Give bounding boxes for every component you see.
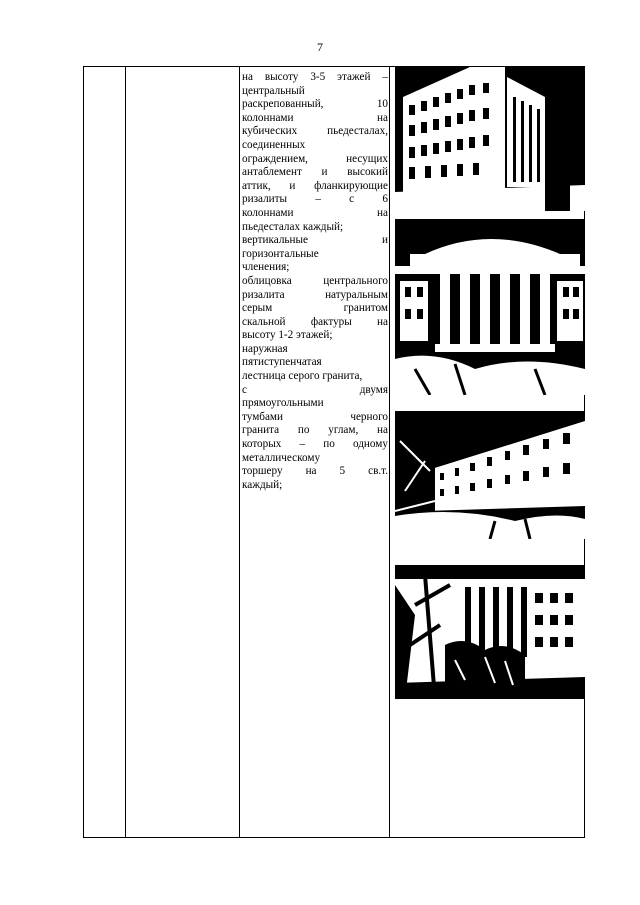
description-word: серым bbox=[242, 302, 273, 315]
description-word: – bbox=[382, 71, 388, 83]
description-line bbox=[242, 139, 388, 153]
building-photo-1 bbox=[395, 67, 585, 211]
description-word: облицовка bbox=[242, 274, 292, 287]
description-line bbox=[242, 411, 388, 425]
description-word: горизонтальные bbox=[242, 247, 319, 260]
description-word: на bbox=[377, 315, 388, 328]
description-word: ризалита bbox=[242, 288, 285, 301]
column-divider bbox=[239, 67, 240, 837]
description-word: на bbox=[377, 206, 388, 219]
description-word: центрального bbox=[323, 274, 388, 287]
description-word: членения; bbox=[242, 261, 290, 274]
description-line bbox=[242, 370, 388, 384]
description-word: и bbox=[289, 179, 296, 192]
description-word: черного bbox=[350, 410, 388, 423]
description-word: гранита bbox=[242, 424, 280, 437]
building-photo-4 bbox=[395, 565, 585, 699]
description-word: с bbox=[349, 193, 355, 206]
description-word: прямоугольными bbox=[242, 397, 324, 410]
description-word: тумбами bbox=[242, 410, 283, 423]
description-word: 5 bbox=[339, 465, 346, 478]
description-line bbox=[242, 452, 388, 466]
description-word: на bbox=[377, 111, 388, 124]
description-line bbox=[242, 289, 388, 303]
description-word: двумя bbox=[359, 383, 388, 396]
description-line bbox=[242, 221, 388, 235]
description-line bbox=[242, 343, 388, 357]
description-word: колоннами bbox=[242, 111, 294, 124]
description-word: – bbox=[315, 193, 321, 206]
description-word: пятиступенчатая bbox=[242, 356, 322, 369]
page-number: 7 bbox=[317, 40, 323, 54]
description-word: натуральным bbox=[325, 288, 388, 301]
description-word: несущих bbox=[346, 152, 388, 165]
description-word: ограждением, bbox=[242, 152, 308, 165]
description-line bbox=[242, 316, 388, 330]
description-line bbox=[242, 153, 388, 167]
description-line bbox=[242, 479, 388, 493]
description-word: на bbox=[242, 71, 253, 83]
description-line bbox=[242, 465, 388, 479]
description-line bbox=[242, 112, 388, 126]
description-word: углам, bbox=[328, 424, 359, 437]
description-word: антаблемент bbox=[242, 166, 302, 179]
description-word: фланкирующие bbox=[314, 179, 388, 192]
building-photo-2 bbox=[395, 219, 585, 395]
description-word: вертикальные bbox=[242, 234, 308, 247]
description-word: этажей bbox=[337, 71, 371, 83]
description-word: фактуры bbox=[310, 315, 352, 328]
description-line bbox=[242, 302, 388, 316]
description-line bbox=[242, 85, 388, 99]
description-word: центральный bbox=[242, 84, 305, 97]
description-line bbox=[242, 207, 388, 221]
description-word: пьедесталах каждый; bbox=[242, 220, 344, 233]
description-line bbox=[242, 384, 388, 398]
description-word: колоннами bbox=[242, 206, 294, 219]
description-word: высоту 1-2 этажей; bbox=[242, 329, 333, 342]
description-word: пьедесталах, bbox=[327, 125, 388, 138]
description-word: высоту bbox=[264, 71, 299, 83]
description-word: и bbox=[382, 234, 388, 247]
description-line bbox=[242, 71, 388, 85]
description-word: и bbox=[321, 166, 328, 179]
description-word: 6 bbox=[382, 193, 388, 206]
description-word: 10 bbox=[376, 98, 388, 111]
description-line bbox=[242, 261, 388, 275]
description-line bbox=[242, 234, 388, 248]
description-word: 3-5 bbox=[310, 71, 326, 83]
description-line bbox=[242, 98, 388, 112]
description-word: на bbox=[305, 465, 317, 478]
description-line bbox=[242, 193, 388, 207]
description-word: ризалиты bbox=[242, 193, 288, 206]
description-word: скальной bbox=[242, 315, 286, 328]
description-word: св.т. bbox=[368, 465, 388, 478]
column-divider bbox=[389, 67, 390, 837]
description-line bbox=[242, 438, 388, 452]
description-word: наружная bbox=[242, 342, 288, 355]
description-line bbox=[242, 329, 388, 343]
description-line bbox=[242, 248, 388, 262]
description-line bbox=[242, 275, 388, 289]
description-line bbox=[242, 356, 388, 370]
description-word: гранитом bbox=[343, 302, 388, 315]
description-word: по bbox=[323, 438, 335, 451]
description-line bbox=[242, 424, 388, 438]
description-line bbox=[242, 397, 388, 411]
building-photo-3 bbox=[395, 411, 585, 539]
heritage-table bbox=[83, 66, 585, 838]
description-word: по bbox=[297, 424, 310, 437]
description-word: которых bbox=[242, 438, 282, 451]
description-line bbox=[242, 125, 388, 139]
description-word: – bbox=[299, 438, 306, 451]
description-word: с bbox=[242, 383, 247, 396]
description-cell bbox=[242, 71, 388, 492]
description-word: каждый; bbox=[242, 478, 283, 491]
description-word: торшеру bbox=[242, 465, 283, 478]
description-word: аттик, bbox=[242, 179, 271, 192]
description-word: на bbox=[377, 424, 388, 437]
description-word: лестница серого гранита, bbox=[242, 370, 363, 383]
column-divider bbox=[125, 67, 126, 837]
description-line bbox=[242, 180, 388, 194]
description-word: раскрепованный, bbox=[242, 98, 324, 111]
description-word: высокий bbox=[347, 166, 388, 179]
description-word: соединенных bbox=[242, 138, 306, 151]
description-word: металлическому bbox=[242, 451, 321, 464]
description-line bbox=[242, 166, 388, 180]
description-word: одному bbox=[352, 438, 388, 451]
description-word: кубических bbox=[242, 125, 298, 138]
